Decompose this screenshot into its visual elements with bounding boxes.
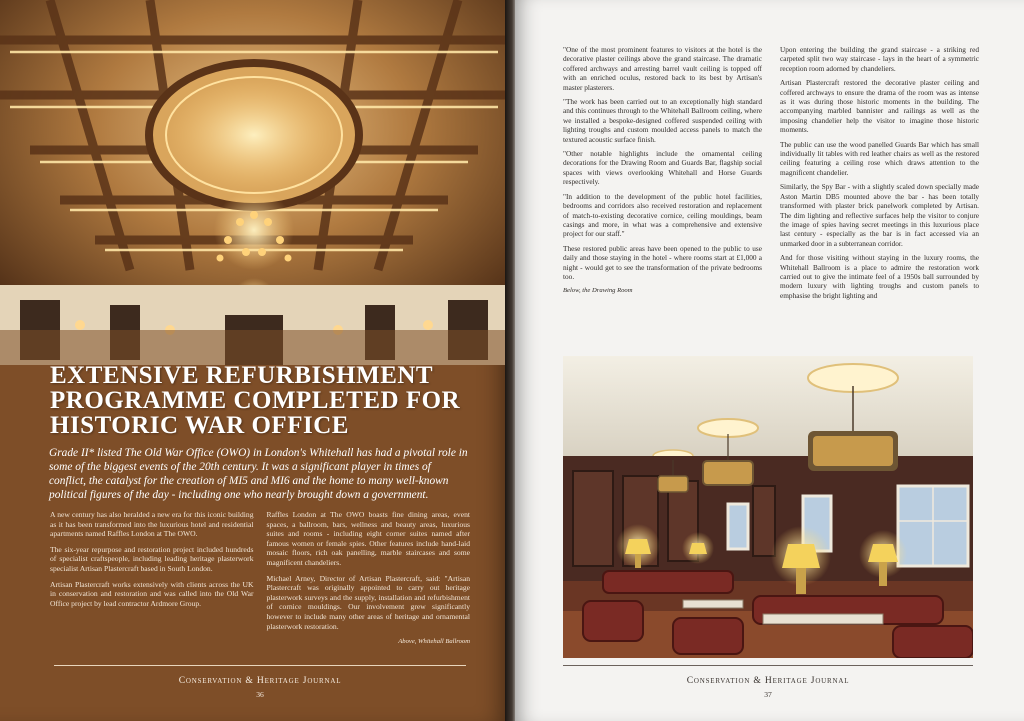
footer-rule	[54, 665, 466, 666]
paragraph: "Other notable highlights include the ornamental ceiling decorations for the Drawing Room and Guards Bar, flagship social spaces with views overlooking Whitehall and Horse Guards respectively.	[563, 149, 762, 187]
left-page	[0, 0, 508, 721]
headline-line: HISTORIC WAR OFFICE	[50, 412, 349, 439]
headline-line: PROGRAMME COMPLETED FOR	[50, 387, 461, 414]
paragraph: Michael Arney, Director of Artisan Plastercraft, said: "Artisan Plastercraft was originally appointed to carry out heritage plasterwork surveys and the supply, installation and refurbishment of cornice mouldings. Our involvement grew significantly however to include many other areas of heritage and ornamental plasterwork restoration.	[266, 573, 470, 631]
paragraph: A new century has also heralded a new era for this iconic building as it has been transformed into the luxurious hotel and residential apartments named Raffles London at The OWO.	[50, 510, 254, 539]
headline-line: EXTENSIVE REFURBISHMENT	[50, 362, 434, 389]
journal-title: Conservation & Heritage Journal	[178, 675, 342, 686]
left-page-text	[0, 0, 508, 721]
paragraph: The six-year repurpose and restoration project included hundreds of specialist craftspeople, including leading heritage plasterwork specialist Artisan Plastercraft based in South London.	[50, 544, 254, 573]
page-number: 36	[256, 690, 264, 699]
footer-rule	[563, 665, 973, 666]
right-body-columns	[563, 45, 979, 305]
paragraph: Raffles London at The OWO boasts fine dining areas, event spaces, a ballroom, bars, wellness and beauty areas, luxurious suites and rooms - including eight corner suites named after famous women or female spies. Other features include hand-laid mosaic floors, rich oak panelling, marble staircases and some magnificent chandeliers.	[266, 510, 470, 567]
paragraph: "One of the most prominent features to visitors at the hotel is the decorative plaster ceilings above the grand staircase. The dramatic coffered archways and arresting barrel vault ceiling is topped off with an enriched oculus, restored back to its best by Artisan's master plasterers.	[563, 45, 762, 92]
article-headline	[50, 363, 480, 438]
drawing-room-photo	[563, 356, 973, 658]
article-standfirst: Grade II* listed The Old War Office (OWO) in London's Whitehall has had a pivotal role in some of the biggest events of the 20th century. It was a significant player in times of conflict, the catalyst for the creation of MI5 and MI6 and the home to many well-known political figures of the day - including one who nearly brought down a government.	[49, 447, 468, 501]
right-page	[515, 0, 1024, 721]
journal-title: Conservation & Heritage Journal	[686, 675, 850, 686]
page-number: 37	[764, 690, 772, 699]
drawing-room-caption: Below, the Drawing Room	[563, 287, 633, 295]
left-column-1	[50, 510, 254, 647]
paragraph: Artisan Plastercraft restored the decorative plaster ceiling and coffered archways to ensure the drama of the room was as intense as it was during those historic moments in the building. The accompanying marbled bannister and railings as well as the imposing chandelier help the visitor to imagine those historic moments.	[780, 78, 979, 135]
right-column-1	[563, 45, 762, 305]
left-body-columns	[50, 510, 470, 647]
paragraph: These restored public areas have been opened to the public to use daily and those staying in the hotel - where rooms start at £1,000 a night - would get to see the transformation of the private bedrooms too.	[563, 243, 762, 281]
paragraph: Upon entering the building the grand staircase - a striking red carpeted split two way staircase - lays in the heart of a symmetric reception room adorned by chandeliers.	[780, 45, 979, 73]
paragraph: Artisan Plastercraft works extensively with clients across the UK in conservation and restoration and was called into the Old War Office project by lead contractor Ardmore Group.	[50, 579, 254, 608]
left-column-2	[267, 510, 471, 647]
paragraph: "In addition to the development of the public hotel facilities, bedrooms and corridors also received restoration and replacement of match-to-existing decorative cornice, ceiling mouldings, beam casings and more, in what was a comprehensive and extensive project for our staff."	[563, 191, 762, 239]
paragraph: The public can use the wood panelled Guards Bar which has small individually lit tables with red leather chairs as well as the restored ceiling featuring a ceiling rose which draws attention to the magnificent chandelier.	[780, 139, 979, 177]
paragraph: And for those visiting without staying in the luxury rooms, the Whitehall Ballroom is a place to admire the restoration work carried out to give the intimate feel of a 1950s ball surrounded by modern luxury with lighting troughs and custom panels to emphasise the bright lighting and	[780, 253, 979, 300]
paragraph: Similarly, the Spy Bar - with a slightly scaled down specially made Aston Martin DB5 mounted above the bar - has been totally transformed with plaster brick panelwork completed by Artisan. The dim lighting and reflective surfaces help the visitor to conjure the image of spies having secret meetings in this luxurious place last century - especially as the bar is in fact accessed via an unmarked door in a subterranean corridor.	[780, 182, 979, 248]
ballroom-caption: Above, Whitehall Ballroom	[398, 638, 470, 646]
right-column-2	[780, 45, 979, 305]
paragraph: "The work has been carried out to an exceptionally high standard and this continues through to the Whitehall Ballroom ceiling, where we installed a bespoke-designed coffered suspended ceiling with lighting troughs and custom moulded access panels to match the textured acoustic surface finish.	[563, 97, 762, 144]
